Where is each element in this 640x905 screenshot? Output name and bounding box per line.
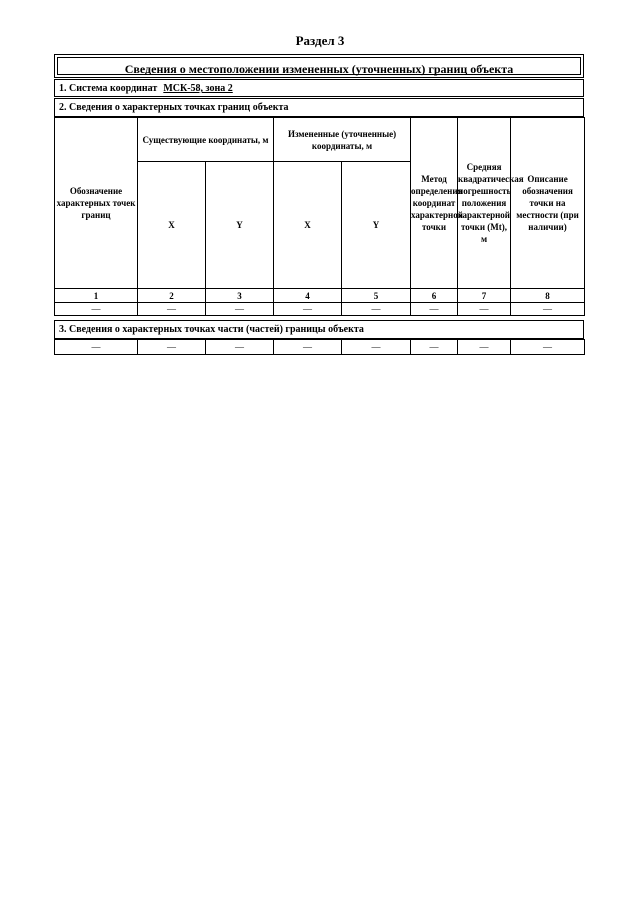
column-number: 7 — [458, 289, 511, 303]
header-changed-y: Y — [342, 162, 411, 289]
empty-cell: — — [138, 303, 206, 316]
header-method: Метод определения координат характерной точки — [411, 118, 458, 289]
header-existing-x: X — [138, 162, 206, 289]
empty-cell: — — [411, 340, 458, 355]
page-title: Раздел 3 — [295, 33, 345, 48]
empty-cell: — — [206, 303, 274, 316]
header-changed-coordinates: Измененные (уточненные) координаты, м — [274, 118, 411, 162]
header-changed-x: X — [274, 162, 342, 289]
section3-label: 3. Сведения о характерных точках части (частей) границы объекта — [59, 324, 364, 335]
column-number: 5 — [342, 289, 411, 303]
header-designation: Обозначение характерных точек границ — [55, 118, 138, 289]
table-row — [55, 303, 585, 316]
empty-cell: — — [342, 340, 411, 355]
header-existing-coordinates: Существующие координаты, м — [138, 118, 274, 162]
column-number: 6 — [411, 289, 458, 303]
empty-cell: — — [274, 303, 342, 316]
header-rmse: Средняя квадратическая погрешность положения характерной точки (Mt), м — [458, 118, 511, 289]
column-number: 4 — [274, 289, 342, 303]
table-row — [55, 340, 585, 355]
points-table — [54, 117, 585, 316]
empty-cell: — — [458, 340, 511, 355]
empty-cell: — — [55, 340, 138, 355]
empty-cell: — — [511, 340, 585, 355]
column-number: 3 — [206, 289, 274, 303]
empty-cell: — — [206, 340, 274, 355]
section1-value: МСК-58, зона 2 — [163, 83, 233, 94]
empty-cell: — — [274, 340, 342, 355]
header-existing-y: Y — [206, 162, 274, 289]
empty-cell: — — [138, 340, 206, 355]
column-number: 1 — [55, 289, 138, 303]
column-numbers-row — [55, 289, 585, 303]
section-coordinate-system — [54, 79, 584, 97]
empty-cell: — — [55, 303, 138, 316]
header-description: Описание обозначения точки на местности (при наличии) — [511, 118, 585, 289]
empty-cell: — — [411, 303, 458, 316]
document-title: Сведения о местоположении измененных (уточненных) границ объекта — [57, 57, 581, 75]
column-number: 8 — [511, 289, 585, 303]
empty-cell: — — [342, 303, 411, 316]
section-characteristic-points — [54, 98, 584, 117]
section1-label: 1. Система координат — [59, 83, 158, 94]
column-number: 2 — [138, 289, 206, 303]
empty-cell: — — [511, 303, 585, 316]
empty-cell: — — [458, 303, 511, 316]
section2-label: 2. Сведения о характерных точках границ объекта — [59, 102, 289, 113]
document-title-box — [54, 54, 584, 78]
part-points-table — [54, 339, 585, 355]
section-part-boundary-points — [54, 320, 584, 339]
